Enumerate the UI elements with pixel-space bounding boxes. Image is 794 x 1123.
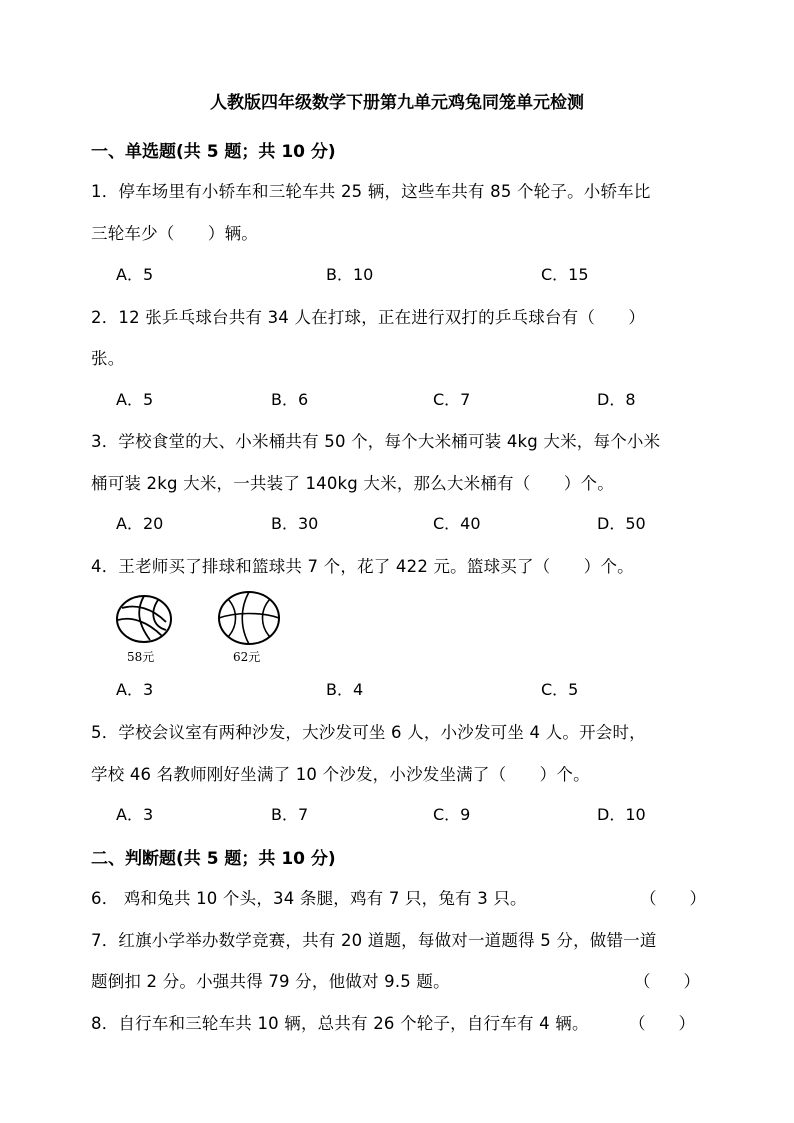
basketball-price: 62元 — [233, 650, 261, 664]
q5-option-a[interactable]: A．3 — [116, 805, 154, 824]
question-5-line-1: 5．学校会议室有两种沙发，大沙发可坐 6 人，小沙发可坐 4 人。开会时， — [91, 723, 646, 742]
volleyball-price: 58元 — [127, 650, 155, 664]
q7-answer-bracket[interactable]: （ ） — [634, 972, 700, 991]
question-7-line-2: 题倒扣 2 分。小强共得 79 分，他做对 9.5 题。 — [91, 972, 450, 991]
section-heading-single-choice: 一、单选题(共 5 题；共 10 分) — [91, 142, 336, 162]
q1-option-b[interactable]: B．10 — [326, 265, 374, 284]
q2-option-b[interactable]: B．6 — [271, 390, 309, 409]
question-1-line-2: 三轮车少（ ）辆。 — [91, 224, 258, 243]
question-5-line-2: 学校 46 名教师刚好坐满了 10 个沙发，小沙发坐满了（ ）个。 — [91, 765, 590, 784]
question-4-line-1: 4．王老师买了排球和篮球共 7 个，花了 422 元。篮球买了（ ）个。 — [91, 557, 634, 576]
q4-option-c[interactable]: C．5 — [541, 680, 579, 699]
q1-option-c[interactable]: C．15 — [541, 265, 589, 284]
question-3-line-2: 桶可装 2kg 大米，一共装了 140kg 大米，那么大米桶有（ ）个。 — [91, 474, 614, 493]
question-2-line-2: 张。 — [91, 349, 125, 368]
question-3-line-1: 3．学校食堂的大、小米桶共有 50 个，每个大米桶可装 4kg 大米，每个小米 — [91, 432, 661, 451]
q2-option-c[interactable]: C．7 — [433, 390, 471, 409]
q2-option-d[interactable]: D．8 — [597, 390, 636, 409]
q4-option-b[interactable]: B．4 — [326, 680, 364, 699]
q5-option-c[interactable]: C．9 — [433, 805, 471, 824]
volleyball-image — [114, 594, 174, 646]
question-2-line-1: 2．12 张乒乓球台共有 34 人在打球，正在进行双打的乒乓球台有（ ） — [91, 308, 646, 327]
q2-option-a[interactable]: A．5 — [116, 390, 154, 409]
page-title: 人教版四年级数学下册第九单元鸡兔同笼单元检测 — [210, 93, 584, 113]
q8-answer-bracket[interactable]: （ ） — [629, 1014, 695, 1033]
section-heading-true-false: 二、判断题(共 5 题；共 10 分) — [91, 849, 336, 869]
q3-option-c[interactable]: C．40 — [433, 514, 481, 533]
question-8-line-1: 8．自行车和三轮车共 10 辆，总共有 26 个轮子，自行车有 4 辆。 — [91, 1014, 589, 1033]
q3-option-a[interactable]: A．20 — [116, 514, 164, 533]
q5-option-b[interactable]: B．7 — [271, 805, 309, 824]
q3-option-d[interactable]: D．50 — [597, 514, 646, 533]
question-1-line-1: 1．停车场里有小轿车和三轮车共 25 辆，这些车共有 85 个轮子。小轿车比 — [91, 182, 651, 201]
q3-option-b[interactable]: B．30 — [271, 514, 319, 533]
q5-option-d[interactable]: D．10 — [597, 805, 646, 824]
q4-option-a[interactable]: A．3 — [116, 680, 154, 699]
question-6-line-1: 6． 鸡和兔共 10 个头，34 条腿，鸡有 7 只，兔有 3 只。 — [91, 889, 527, 908]
basketball-image — [216, 590, 282, 646]
q6-answer-bracket[interactable]: （ ） — [640, 889, 706, 908]
question-7-line-1: 7．红旗小学举办数学竞赛，共有 20 道题，每做对一道题得 5 分，做错一道 — [91, 931, 657, 950]
q1-option-a[interactable]: A．5 — [116, 265, 154, 284]
